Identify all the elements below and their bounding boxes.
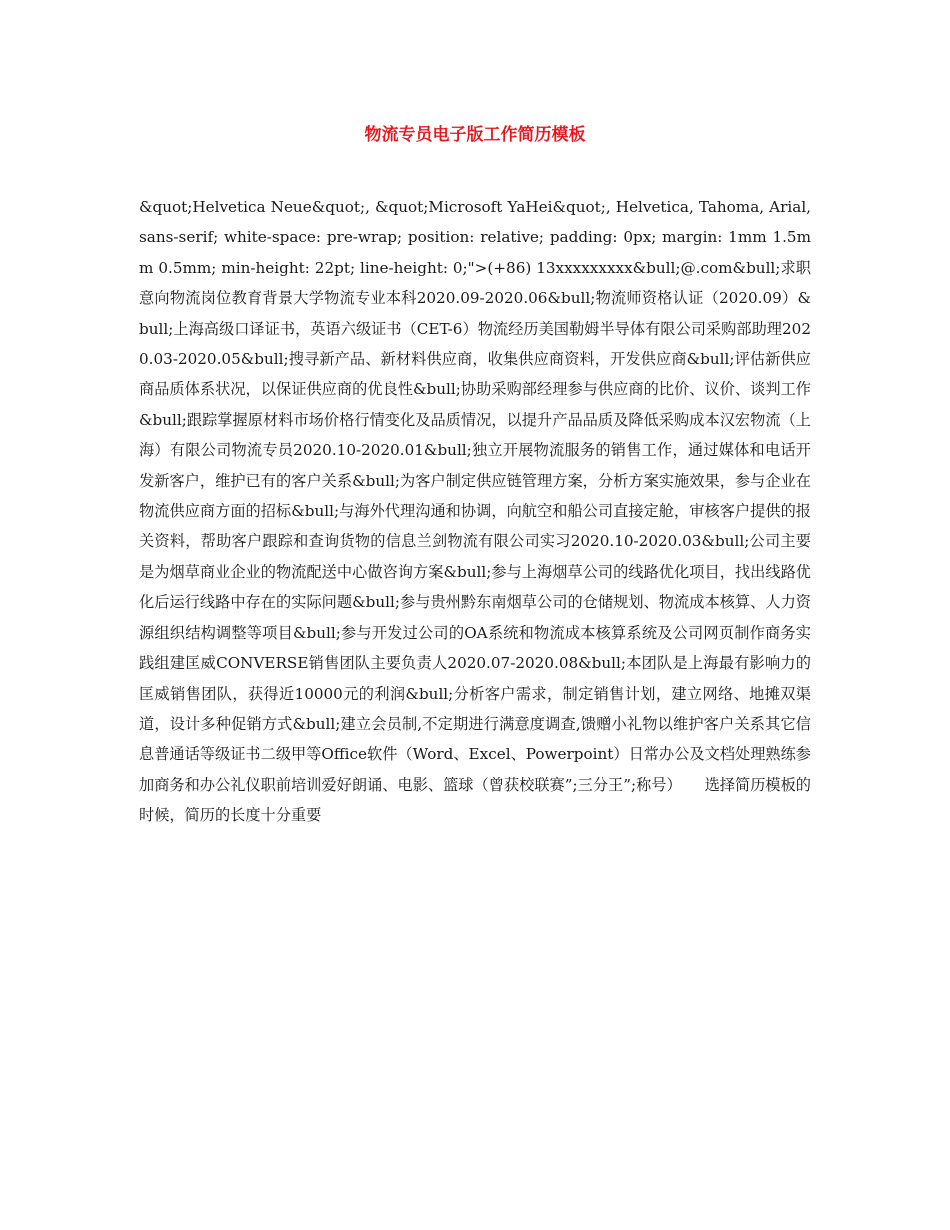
document-body-text: &quot;Helvetica Neue&quot;, &quot;Microsoft YaHei&quot;, Helvetica, Tahoma, Arial, sans-serif; white-space: pre-wrap; position: relative; padding: 0px; margin: 1mm 1.5mm 0.5mm; min-height: 22pt; line-height: 0;">(+86) 13xxxxxxxxx&bull;@.com&bull;求职意向物流岗位教育背景大学物流专业本科2020.09-2020.06&bull;物流师资格认证（2020.09）&bull;上海高级口译证书，英语六级证书（CET-6）物流经历美国勒姆半导体有限公司采购部助理2020.03-2020.05&bull;搜寻新产品、新材料供应商，收集供应商资料，开发供应商&bull;评估新供应商品质体系状况，以保证供应商的优良性&bull;协助采购部经理参与供应商的比价、议价、谈判工作&bull;跟踪掌握原材料市场价格行情变化及品质情况，以提升产品品质及降低采购成本汉宏物流（上海）有限公司物流专员2020.10-2020.01&bull;独立开展物流服务的销售工作，通过媒体和电话开发新客户，维护已有的客户关系&bull;为客户制定供应链管理方案，分析方案实施效果，参与企业在物流供应商方面的招标&bull;与海外代理沟通和协调，向航空和船公司直接定舱，审核客户提供的报关资料，帮助客户跟踪和查询货物的信息兰剑物流有限公司实习2020.10-2020.03&bull;公司主要是为烟草商业企业的物流配送中心做咨询方案&bull;参与上海烟草公司的线路优化项目，找出线路优化后运行线路中存在的实际问题&bull;参与贵州黔东南烟草公司的仓储规划、物流成本核算、人力资源组织结构调整等项目&bull;参与开发过公司的OA系统和物流成本核算系统及公司网页制作商务实践组建匡威CONVERSE销售团队主要负责人2020.07-2020.08&bull;本团队是上海最有影响力的匡威销售团队，获得近10000元的利润&bull;分析客户需求，制定销售计划，建立网络、地摊双渠道，设计多种促销方式&bull;建立会员制,不定期进行满意度调查,馈赠小礼物以维护客户关系其它信息普通话等级证书二级甲等Office软件（Word、Excel、Powerpoint）日常办公及文档处理熟练参加商务和办公礼仪职前培训爱好朗诵、电影、篮球（曾获校联赛”;三分王”;称号） 选择简历模板的时候，简历的长度十分重要 [139, 198, 811, 825]
document-title: 物流专员电子版工作简历模板 [364, 125, 586, 145]
